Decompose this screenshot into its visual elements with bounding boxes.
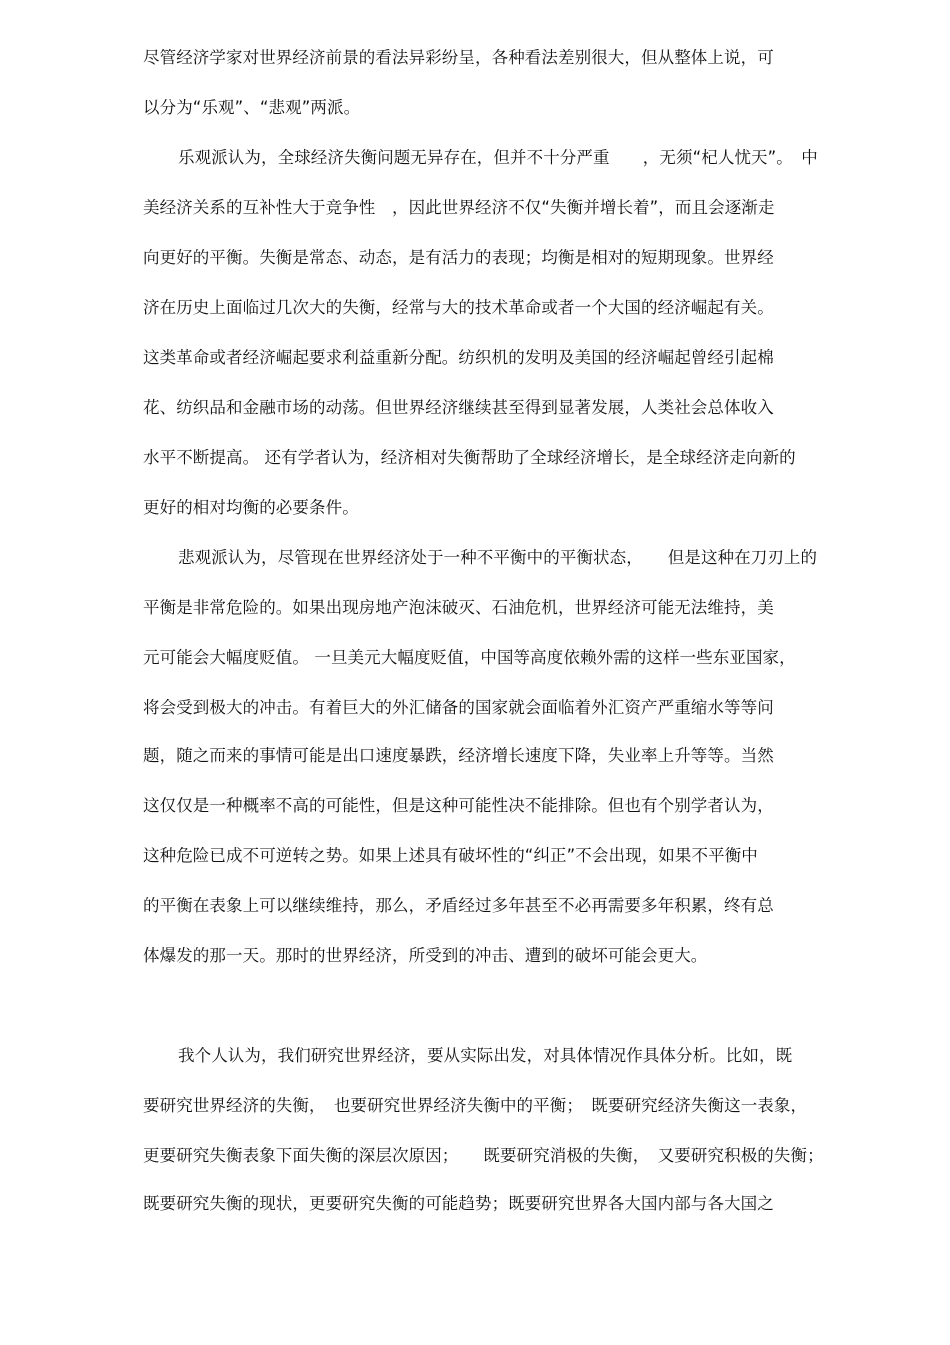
text-line: 悲观派认为，尽管现在世界经济处于一种不平衡中的平衡状态， 但是这种在刀刃上的 — [178, 548, 818, 567]
text-line: 题，随之而来的事情可能是出口速度暴跌，经济增长速度下降，失业率上升等等。当然 — [143, 746, 774, 765]
text-line: 美经济关系的互补性大于竞争性 ，因此世界经济不仅“失衡并增长着”，而且会逐渐走 — [143, 198, 775, 217]
text-line: 乐观派认为，全球经济失衡问题无异存在，但并不十分严重 ，无须“杞人忧天”。 中 — [178, 148, 818, 167]
text-line: 元可能会大幅度贬值。 一旦美元大幅度贬值，中国等高度依赖外需的这样一些东亚国家， — [143, 648, 796, 667]
text-line: 体爆发的那一天。那时的世界经济，所受到的冲击、遭到的破坏可能会更大。 — [143, 946, 708, 965]
text-line: 水平不断提高。 还有学者认为，经济相对失衡帮助了全球经济增长，是全球经济走向新的 — [143, 448, 796, 467]
text-line: 济在历史上面临过几次大的失衡，经常与大的技术革命或者一个大国的经济崛起有关。 — [143, 298, 774, 317]
text-line: 这种危险已成不可逆转之势。如果上述具有破坏性的“纠正”不会出现，如果不平衡中 — [143, 846, 758, 865]
text-line: 以分为“乐观”、“悲观”两派。 — [143, 98, 361, 117]
text-line: 的平衡在表象上可以继续维持，那么，矛盾经过多年甚至不必再需要多年积累，终有总 — [143, 896, 774, 915]
text-line: 向更好的平衡。失衡是常态、动态，是有活力的表现；均衡是相对的短期现象。世界经 — [143, 248, 774, 267]
text-line: 要研究世界经济的失衡， 也要研究世界经济失衡中的平衡； 既要研究经济失衡这一表象， — [143, 1096, 808, 1115]
text-line: 尽管经济学家对世界经济前景的看法异彩纷呈，各种看法差别很大，但从整体上说，可 — [143, 48, 774, 67]
text-line: 将会受到极大的冲击。有着巨大的外汇储备的国家就会面临着外汇资产严重缩水等等问 — [143, 698, 774, 717]
text-line: 花、纺织品和金融市场的动荡。但世界经济继续甚至得到显著发展，人类社会总体收入 — [143, 398, 774, 417]
text-line: 这类革命或者经济崛起要求利益重新分配。纺织机的发明及美国的经济崛起曾经引起棉 — [143, 348, 774, 367]
text-line: 这仅仅是一种概率不高的可能性，但是这种可能性决不能排除。但也有个别学者认为， — [143, 796, 774, 815]
text-line: 更要研究失衡表象下面失衡的深层次原因； 既要研究消极的失衡， 又要研究积极的失衡； — [143, 1146, 824, 1165]
text-line: 既要研究失衡的现状，更要研究失衡的可能趋势；既要研究世界各大国内部与各大国之 — [143, 1194, 774, 1213]
text-line: 平衡是非常危险的。如果出现房地产泡沫破灭、石油危机，世界经济可能无法维持，美 — [143, 598, 774, 617]
text-line: 更好的相对均衡的必要条件。 — [143, 498, 359, 517]
text-line: 我个人认为，我们研究世界经济，要从实际出发，对具体情况作具体分析。比如，既 — [178, 1046, 793, 1065]
